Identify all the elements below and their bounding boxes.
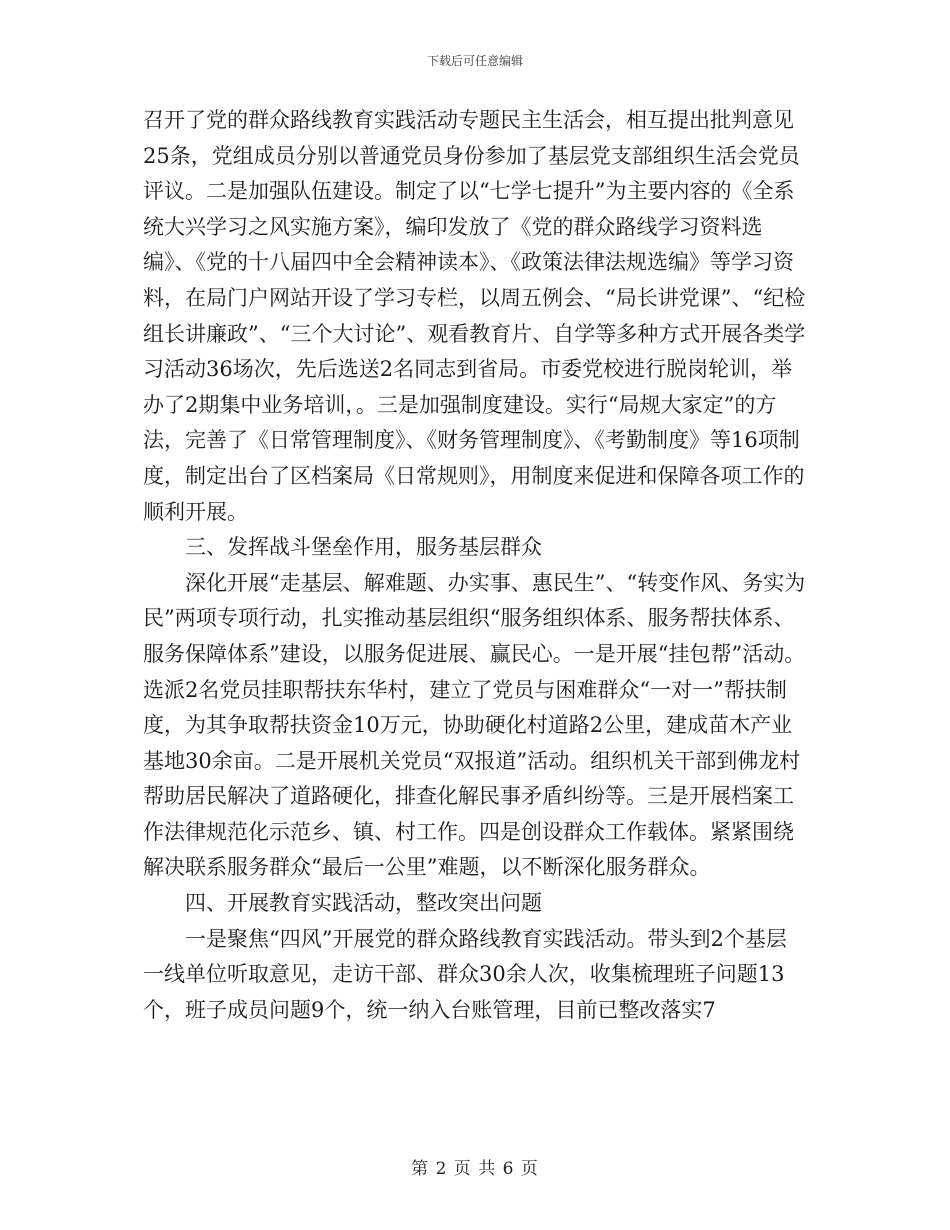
body-paragraph-2: 深化开展“走基层、解难题、办实事、惠民生”、“转变作风、务实为民”两项专项行动，扎实推动基层组织“服务组织体系、服务帮扶体系、服务保障体系”建设，以服务促进展、赢民心。一是开展“挂包帮”活动。选派2名党员挂职帮扶东华村，建立了党员与困难群众“一对一”帮扶制度，为其争取帮扶资金10万元，协助硬化村道路2公里，建成苗木产业基地30余亩。二是开展机关党员“双报道”活动。组织机关干部到佛龙村帮助居民解决了道路硬化，排查化解民事矛盾纠纷等。三是开展档案工作法律规范化示范乡、镇、村工作。四是创设群众工作载体。紧紧围绕解决联系服务群众“最后一公里”难题，以不断深化服务群众。 (143, 570, 806, 880)
section-heading-3: 三、发挥战斗堡垒作用，服务基层群众 (185, 535, 542, 560)
page-footer: 第 2 页 共 6 页 (411, 1159, 539, 1179)
body-paragraph-3: 一是聚焦“四风”开展党的群众路线教育实践活动。带头到2个基层一线单位听取意见，走访干部、群众30余人次，收集梳理班子问题13个，班子成员问题9个，统一纳入台账管理，目前已整改落实7 (143, 926, 787, 1022)
section-heading-4: 四、开展教育实践活动，整改突出问题 (185, 891, 542, 916)
body-paragraph-1: 召开了党的群众路线教育实践活动专题民主生活会，相互提出批判意见25条，党组成员分别以普通党员身份参加了基层党支部组织生活会党员评议。二是加强队伍建设。制定了以“七学七提升”为主要内容的《全系统大兴学习之风实施方案》，编印发放了《党的群众路线学习资料选编》、《党的十八届四中全会精神读本》、《政策法律法规选编》等学习资料，在局门户网站开设了学习专栏，以周五例会、“局长讲党课”、“纪检组长讲廉政”、“三个大讨论”、观看教育片、自学等多种方式开展各类学习活动36场次，先后选送2名同志到省局。市委党校进行脱岗轮训，举办了2期集中业务培训，。三是加强制度建设。实行“局规大家定”的方法，完善了《日常管理制度》、《财务管理制度》、《考勤制度》等16项制度，制定出台了区档案局《日常规则》，用制度来促进和保障各项工作的顺利开展。 (143, 108, 806, 524)
document-body (143, 103, 807, 1028)
page-header: 下载后可任意编辑 (426, 54, 523, 68)
